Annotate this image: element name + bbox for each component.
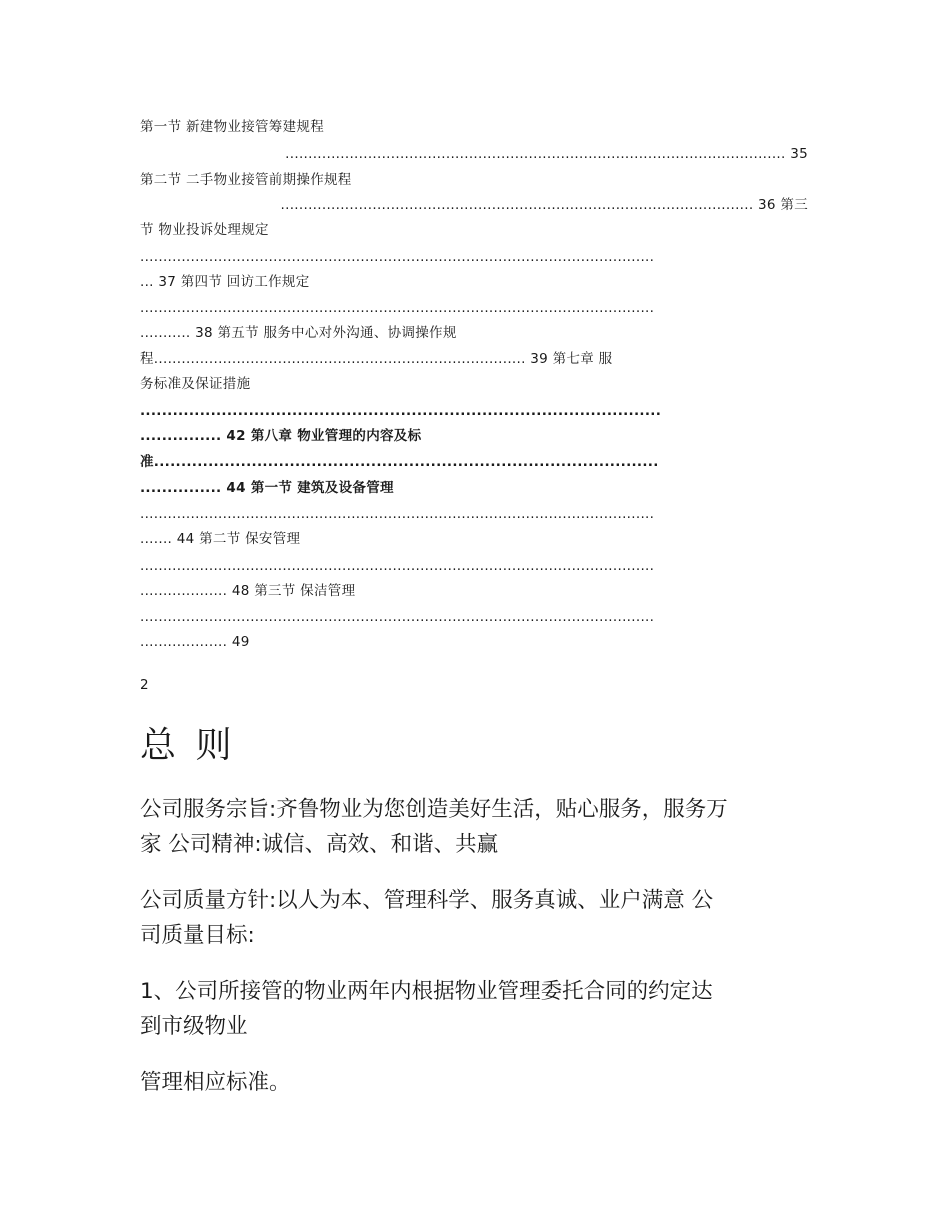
- section-title: 总 则: [140, 725, 236, 766]
- toc-entry: ........... 38 第五节 服务中心对外沟通、协调操作规: [140, 325, 457, 341]
- toc-entry: ............... 42 第八章 物业管理的内容及标: [140, 428, 422, 444]
- body-text-line: 家 公司精神:诚信、高效、和谐、共赢: [140, 832, 499, 857]
- toc-entry: ....... 44 第二节 保安管理: [140, 531, 301, 547]
- toc-leader: ................................................................................................: [140, 403, 662, 419]
- toc-entry: 第二节 二手物业接管前期操作规程: [140, 172, 352, 188]
- toc-leader: ............................................................................................................. 35: [285, 146, 808, 162]
- body-text-line: 公司服务宗旨:齐鲁物业为您创造美好生活，贴心服务，服务万: [140, 797, 728, 822]
- toc-entry: ................... 48 第三节 保洁管理: [140, 583, 356, 599]
- body-text-line: 1、公司所接管的物业两年内根据物业管理委托合同的约定达: [140, 979, 713, 1004]
- toc-entry: 务标准及保证措施: [140, 376, 251, 392]
- body-text-line: 到市级物业: [140, 1014, 248, 1039]
- toc-leader: ................................................................................................................: [140, 506, 655, 522]
- toc-entry: ............... 44 第一节 建筑及设备管理: [140, 480, 394, 496]
- body-text-line: 司质量目标:: [140, 923, 255, 948]
- body-text-line: 管理相应标准。: [140, 1070, 291, 1095]
- toc-leader: ................................................................................................................: [140, 300, 655, 316]
- toc-leader: ....................................................................................................... 36 第三: [280, 197, 808, 213]
- toc-leader: ................................................................................................................: [140, 558, 655, 574]
- toc-entry: 第一节 新建物业接管筹建规程: [140, 119, 324, 135]
- page-number: 2: [140, 677, 149, 693]
- toc-entry: 节 物业投诉处理规定: [140, 222, 269, 238]
- toc-entry: 准.............................................................................................: [140, 454, 659, 470]
- toc-leader: ................................................................................................................: [140, 609, 655, 625]
- toc-entry: ................... 49: [140, 634, 250, 650]
- toc-entry: 程................................................................................. 39 第七章 服: [140, 351, 613, 367]
- toc-leader: ................................................................................................................: [140, 249, 655, 265]
- toc-entry: ... 37 第四节 回访工作规定: [140, 274, 310, 290]
- body-text-line: 公司质量方针:以人为本、管理科学、服务真诚、业户满意 公: [140, 888, 714, 913]
